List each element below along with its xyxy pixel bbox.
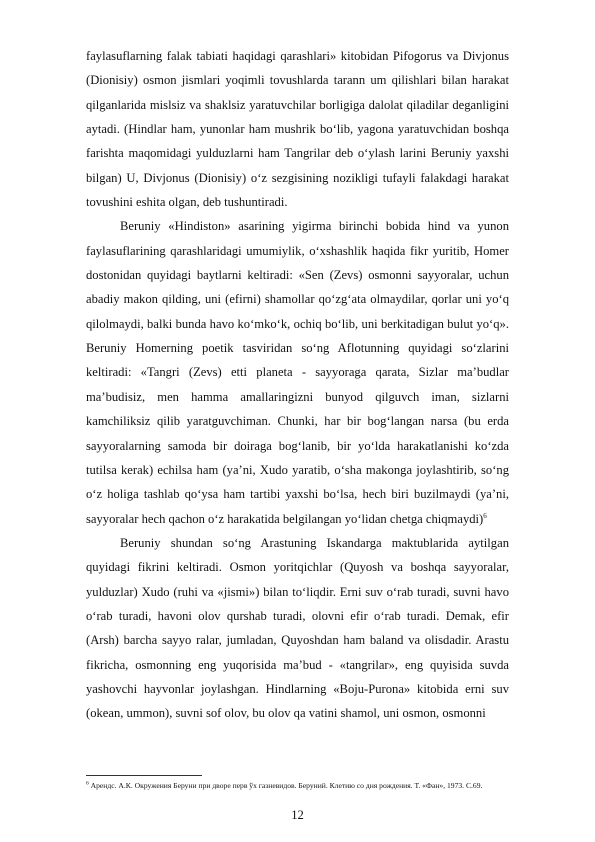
footnote-text: Арендс. А.К. Окружения Беруни при дворе перв ўх газневидов. Беруний. Клетию со дня рождения. Т. «Фан», 1973. С.69. <box>90 781 483 790</box>
page-number: 12 <box>291 808 304 822</box>
paragraph-2-text: Beruniy «Hindiston» asarining yigirma birinchi bobida hind va yunon faylasuflarining qarashlaridagi umumiylik, o‘xshashlik haqida fikr yuritib, Homer dostonidan quyidagi baytlarni keltiradi: «Sen (Zevs) osmonni sayyoralar, uchun abadiy makon qilding, uni (efirni) shamollar qo‘zg‘ata olmaydilar, qorlar uni yo‘q qilolmaydi, balki bunda havo ko‘mko‘k, ochiq bo‘lib, uni berkitadigan bulut yo‘q». Beruniy Homerning poetik tasviridan so‘ng Aflotunning quyidagi so‘zlarini keltiradi: «Tangri (Zevs) etti planeta - sayyoraga qarata, Sizlar ma’budlar ma’budisiz, men hamma amallaringizni bunyod qilguvch iman, sizlarni kamchiliksiz qilib yaratguvchiman. Chunki, har bir bog‘langan narsa (bu erda sayyoralarning samoda bir doiraga bog‘lanib, bir yo‘lda harakatlanishi ko‘zda tutilsa kerak) echilsa ham (ya’ni, Xudo yaratib, o‘sha makonga joylashtirib, so‘ng o‘z holiga tashlab qo‘ysa ham tartibi yaxshi bo‘lsa, hech biri buzilmaydi (ya’ni, sayyoralar hech qachon o‘z harakatida belgilangan yo‘lidan chetga chiqmaydi) <box>86 219 509 526</box>
footnote <box>86 780 509 792</box>
body-text <box>86 44 509 726</box>
paragraph-1 <box>86 44 509 214</box>
paragraph-1-text: faylasuflarning falak tabiati haqidagi qarashlari» kitobidan Pifogorus va Divjonus (Dionisiy) osmon jismlari yoqimli tovushlarda tarann um qilishlari bilan harakat qilganlarida mislsiz va shaklsiz yaratuvchilar borligiga dalolat qiladilar deganligini aytadi. (Hindlar ham, yunonlar ham mushrik bo‘lib, yagona yaratuvchidan boshqa farishta maqomidagi yulduzlarni ham Tangrilar deb o‘ylash larini Beruniy yaxshi bilgan) U, Divjonus (Dionisiy) o‘z sezgisining nozikligi tufayli falakdagi harakat tovushini eshita olgan, deb tushuntiradi. <box>86 49 509 210</box>
footnote-divider <box>86 775 202 776</box>
paragraph-3 <box>86 531 509 726</box>
footnote-reference[interactable]: 6 <box>483 511 487 520</box>
paragraph-3-text: Beruniy shundan so‘ng Arastuning Iskandarga maktublarida aytilgan quyidagi fikrini keltiradi. Osmon yoritqichlar (Quyosh va boshqa sayyoralar, yulduzlar) Xudo (ruhi va «jismi») bilan to‘liqdir. Erni suv o‘rab turadi, suvni havo o‘rab turadi, havoni olov qurshab turadi, olovni efir o‘rab turadi. Demak, efir (Arsh) barcha sayyo ralar, jumladan, Quyoshdan ham baland va olisdadir. Arastu fikricha, osmonning eng yuqorisida ma’bud - «tangrilar», eng quyisida suvda yashovchi hayvonlar joylashgan. Hindlarning «Boju-Purona» kitobida erni suv (okean, ummon), suvni sof olov, bu olov qa vatini shamol, uni osmon, osmonni <box>86 535 509 721</box>
footnote-number: 6 <box>86 780 89 787</box>
paragraph-2 <box>86 214 509 530</box>
